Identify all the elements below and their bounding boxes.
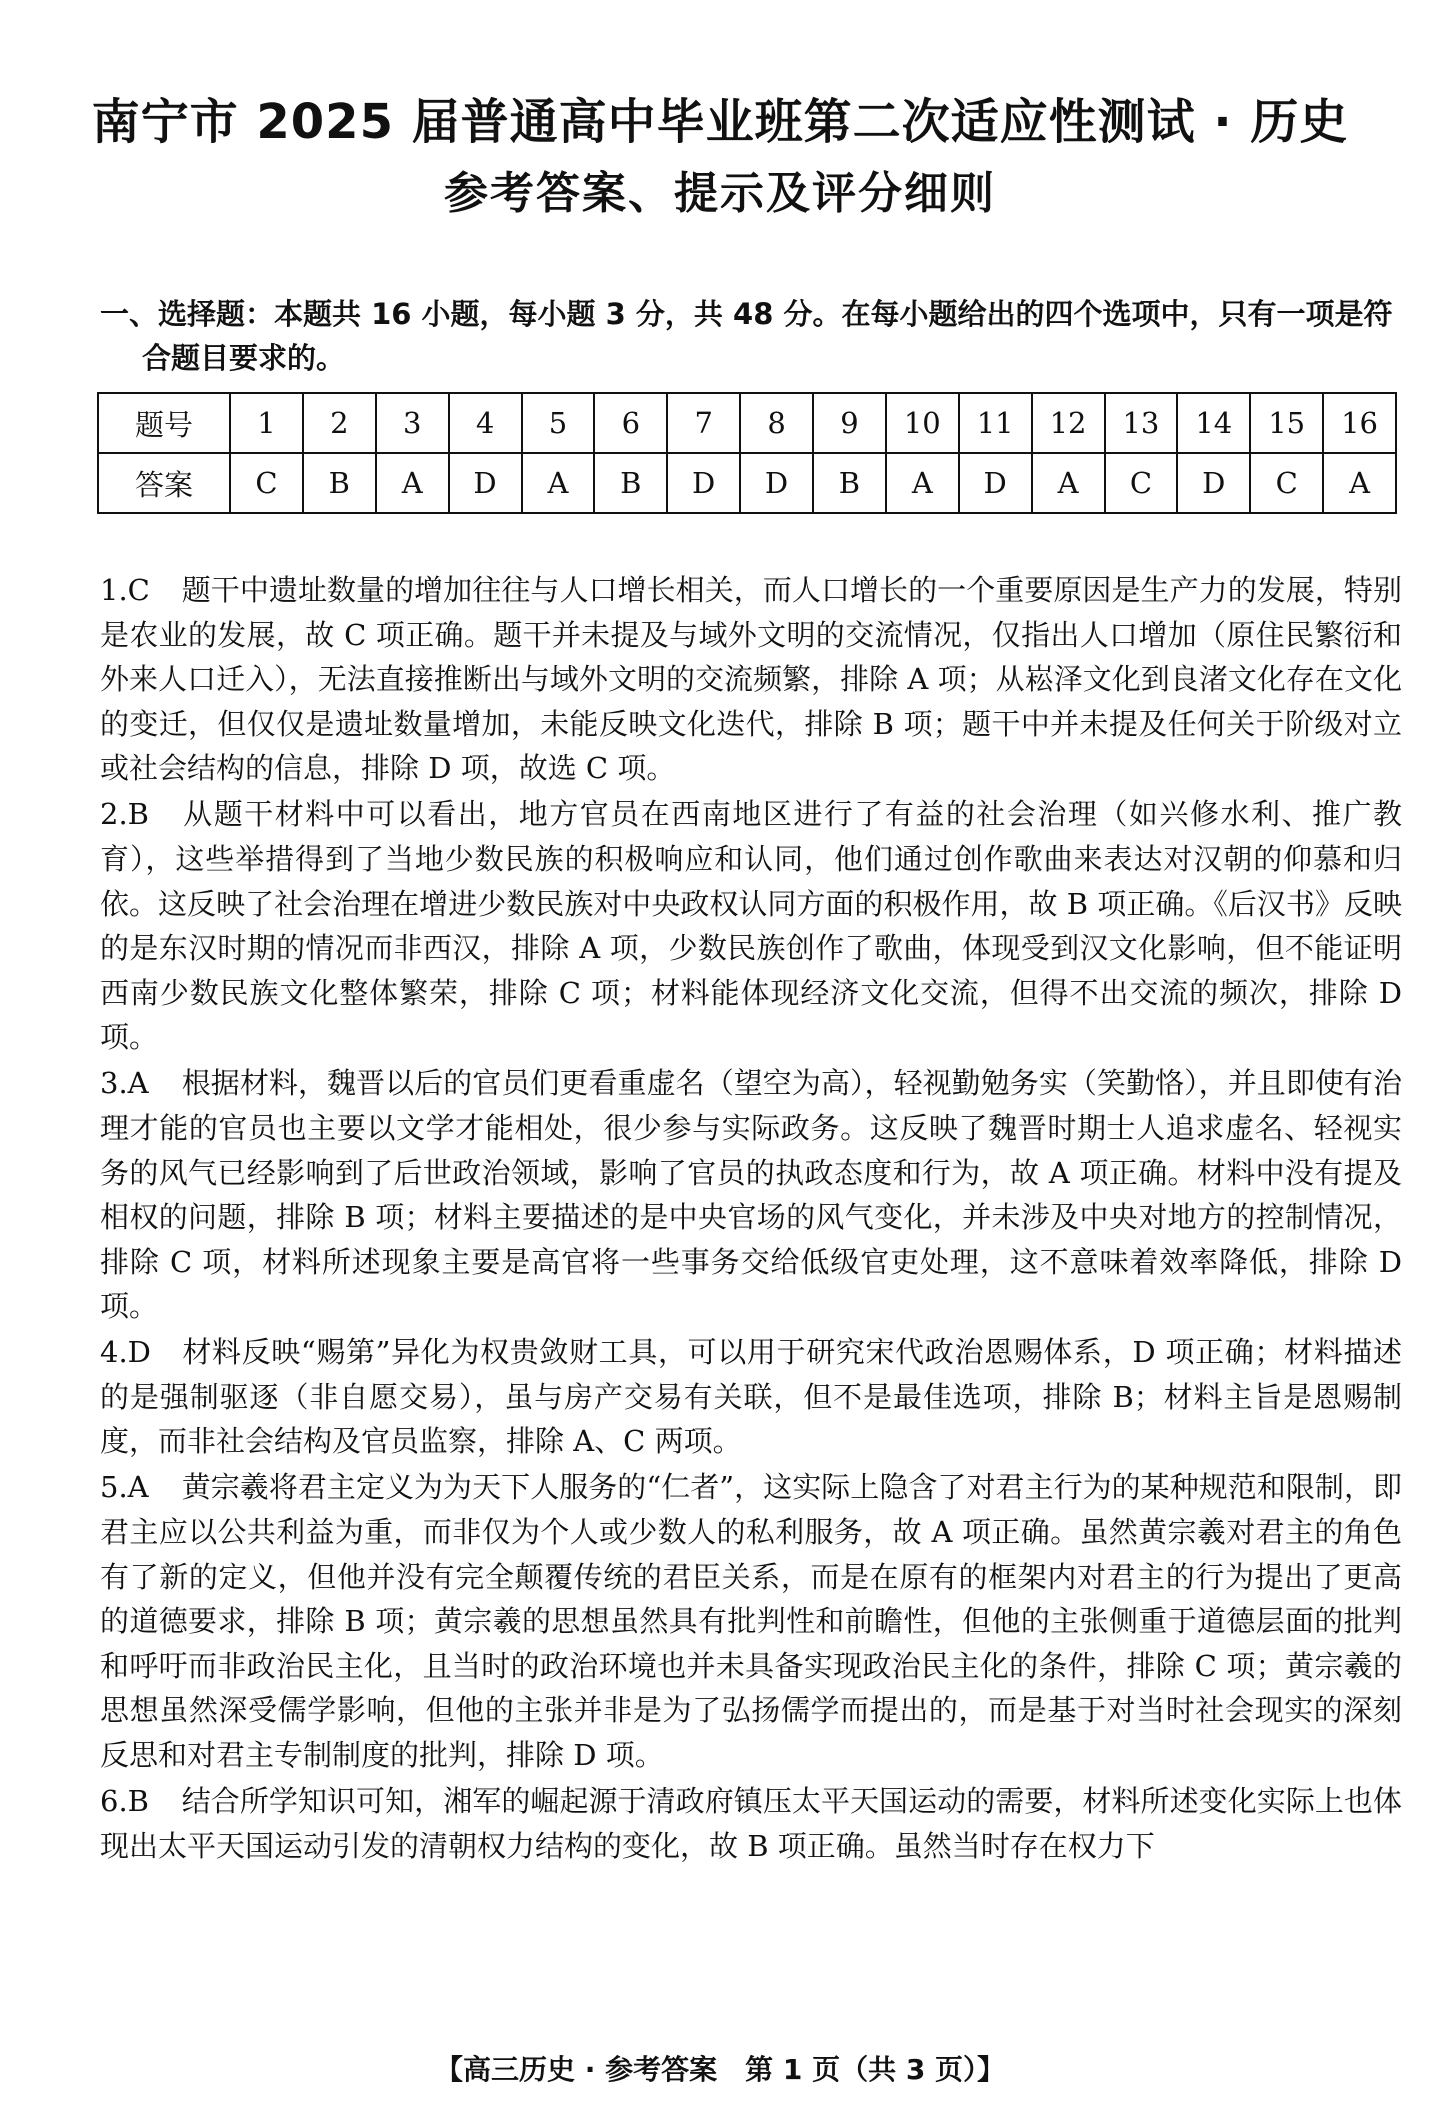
section-heading (100, 292, 1400, 380)
row-label-answer: 答案 (98, 453, 230, 513)
answer-cell: D (449, 453, 522, 513)
answer-row (98, 453, 1396, 513)
explanation-number: 2. (100, 797, 128, 832)
explanation-number: 1. (100, 573, 128, 607)
question-number: 3 (376, 393, 449, 453)
answer-cell: D (667, 453, 740, 513)
explanation-answer: D (127, 1335, 151, 1370)
explanation-text: 黄宗羲将君主定义为为天下人服务的“仁者”，这实际上隐含了对君主行为的某种规范和限制，即君主应以公共利益为重，而非仅为个人或少数人的私利服务，故 A 项正确。虽然黄宗羲对君主的角色有了新的定义，但他并没有完全颠覆传统的君臣关系，而是在原有的框架内对君主的行为提出了更高的道德要求，排除 B 项；黄宗羲的思想虽然具有批判性和前瞻性，但他的主张侧重于道德层面的批判和呼吁而非政治民主化，且当时的政治环境也并未具备实现政治民主化的条件，排除 C 项；黄宗羲的思想虽然深受儒学影响，但他的主张并非是为了弘扬儒学而提出的，而是基于对当时社会现实的深刻反思和对君主专制制度的批判，排除 D 项。 (100, 1470, 1402, 1772)
explanation-answer: A (127, 1066, 149, 1101)
explanation-number: 6. (100, 1783, 128, 1818)
question-number: 1 (230, 393, 303, 453)
question-number: 15 (1250, 393, 1323, 453)
section-heading-line1: 一、选择题：本题共 16 小题，每小题 3 分，共 48 分。在每小题给出的四个选项中，只有一项是符 (100, 297, 1393, 331)
answer-cell: C (1250, 453, 1323, 513)
question-number: 4 (449, 393, 522, 453)
question-number: 2 (303, 393, 376, 453)
page-title: 南宁市 2025 届普通高中毕业班第二次适应性测试 · 历史 (91, 94, 1349, 150)
answer-cell: A (1323, 453, 1396, 513)
explanation-item (100, 1779, 1402, 1868)
answer-cell: D (959, 453, 1032, 513)
explanation-answer: C (127, 573, 150, 607)
answer-cell: A (1032, 453, 1105, 513)
explanation-item (100, 792, 1402, 1060)
page-subtitle: 参考答案、提示及评分细则 (444, 168, 996, 219)
answer-cell: B (594, 453, 667, 513)
question-number: 11 (959, 393, 1032, 453)
answer-cell: D (740, 453, 813, 513)
explanation-text: 根据材料，魏晋以后的官员们更看重虚名（望空为高），轻视勤勉务实（笑勤恪），并且即使有治理才能的官员也主要以文学才能相处，很少参与实际政务。这反映了魏晋时期士人追求虚名、轻视实务的风气已经影响到了后世政治领域，影响了官员的执政态度和行为，故 A 项正确。材料中没有提及相权的问题，排除 B 项；材料主要描述的是中央官场的风气变化，并未涉及中央对地方的控制情况，排除 C 项，材料所述现象主要是高官将一些事务交给低级官吏处理，这不意味着效率降低，排除 D 项。 (100, 1066, 1402, 1324)
question-number-row (98, 393, 1396, 453)
answer-cell: C (230, 453, 303, 513)
explanation-item (100, 568, 1402, 791)
answer-cell: A (522, 453, 595, 513)
question-number: 8 (740, 393, 813, 453)
page-footer: 【高三历史 · 参考答案 第 1 页（共 3 页）】 (434, 2053, 1006, 2086)
explanation-item (100, 1061, 1402, 1329)
explanation-text: 材料反映“赐第”异化为权贵敛财工具，可以用于研究宋代政治恩赐体系，D 项正确；材料描述的是强制驱逐（非自愿交易），虽与房产交易有关联，但不是最佳选项，排除 B；材料主旨是恩赐制度，而非社会结构及官员监察，排除 A、C 两项。 (100, 1335, 1402, 1459)
question-number: 10 (886, 393, 959, 453)
question-number: 7 (667, 393, 740, 453)
question-number: 6 (594, 393, 667, 453)
explanation-item (100, 1330, 1402, 1464)
question-number: 16 (1323, 393, 1396, 453)
section-heading-line2: 合题目要求的。 (142, 341, 346, 375)
answer-cell: B (303, 453, 376, 513)
answer-cell: D (1177, 453, 1250, 513)
explanation-answer: B (127, 797, 149, 832)
explanation-text: 题干中遗址数量的增加往往与人口增长相关，而人口增长的一个重要原因是生产力的发展，特别是农业的发展，故 C 项正确。题干并未提及与域外文明的交流情况，仅指出人口增加（原住民繁衍和外来人口迁入），无法直接推断出与域外文明的交流频繁，排除 A 项；从崧泽文化到良渚文化存在文化的变迁，但仅仅是遗址数量增加，未能反映文化迭代，排除 B 项；题干中并未提及任何关于阶级对立或社会结构的信息，排除 D 项，故选 C 项。 (100, 573, 1402, 786)
explanation-text: 从题干材料中可以看出，地方官员在西南地区进行了有益的社会治理（如兴修水利、推广教育），这些举措得到了当地少数民族的积极响应和认同，他们通过创作歌曲来表达对汉朝的仰慕和归依。这反映了社会治理在增进少数民族对中央政权认同方面的积极作用，故 B 项正确。《后汉书》反映的是东汉时期的情况而非西汉，排除 A 项，少数民族创作了歌曲，体现受到汉文化影响，但不能证明西南少数民族文化整体繁荣，排除 C 项；材料能体现经济文化交流，但得不出交流的频次，排除 D 项。 (100, 797, 1402, 1055)
row-label-number: 题号 (98, 393, 230, 453)
explanation-item (100, 1465, 1402, 1777)
explanation-text: 结合所学知识可知，湘军的崛起源于清政府镇压太平天国运动的需要，材料所述变化实际上也体现出太平天国运动引发的清朝权力结构的变化，故 B 项正确。虽然当时存在权力下 (100, 1783, 1402, 1863)
explanation-answer: A (127, 1470, 149, 1505)
answer-cell: A (376, 453, 449, 513)
explanation-number: 4. (100, 1335, 128, 1370)
explanation-number: 5. (100, 1470, 128, 1505)
answer-cell: C (1105, 453, 1178, 513)
answer-table (97, 392, 1397, 514)
question-number: 12 (1032, 393, 1105, 453)
question-number: 14 (1177, 393, 1250, 453)
explanations (100, 568, 1402, 1870)
explanation-answer: B (127, 1783, 149, 1818)
answer-cell: A (886, 453, 959, 513)
question-number: 5 (522, 393, 595, 453)
answer-cell: B (813, 453, 886, 513)
question-number: 13 (1105, 393, 1178, 453)
question-number: 9 (813, 393, 886, 453)
explanation-number: 3. (100, 1066, 128, 1101)
